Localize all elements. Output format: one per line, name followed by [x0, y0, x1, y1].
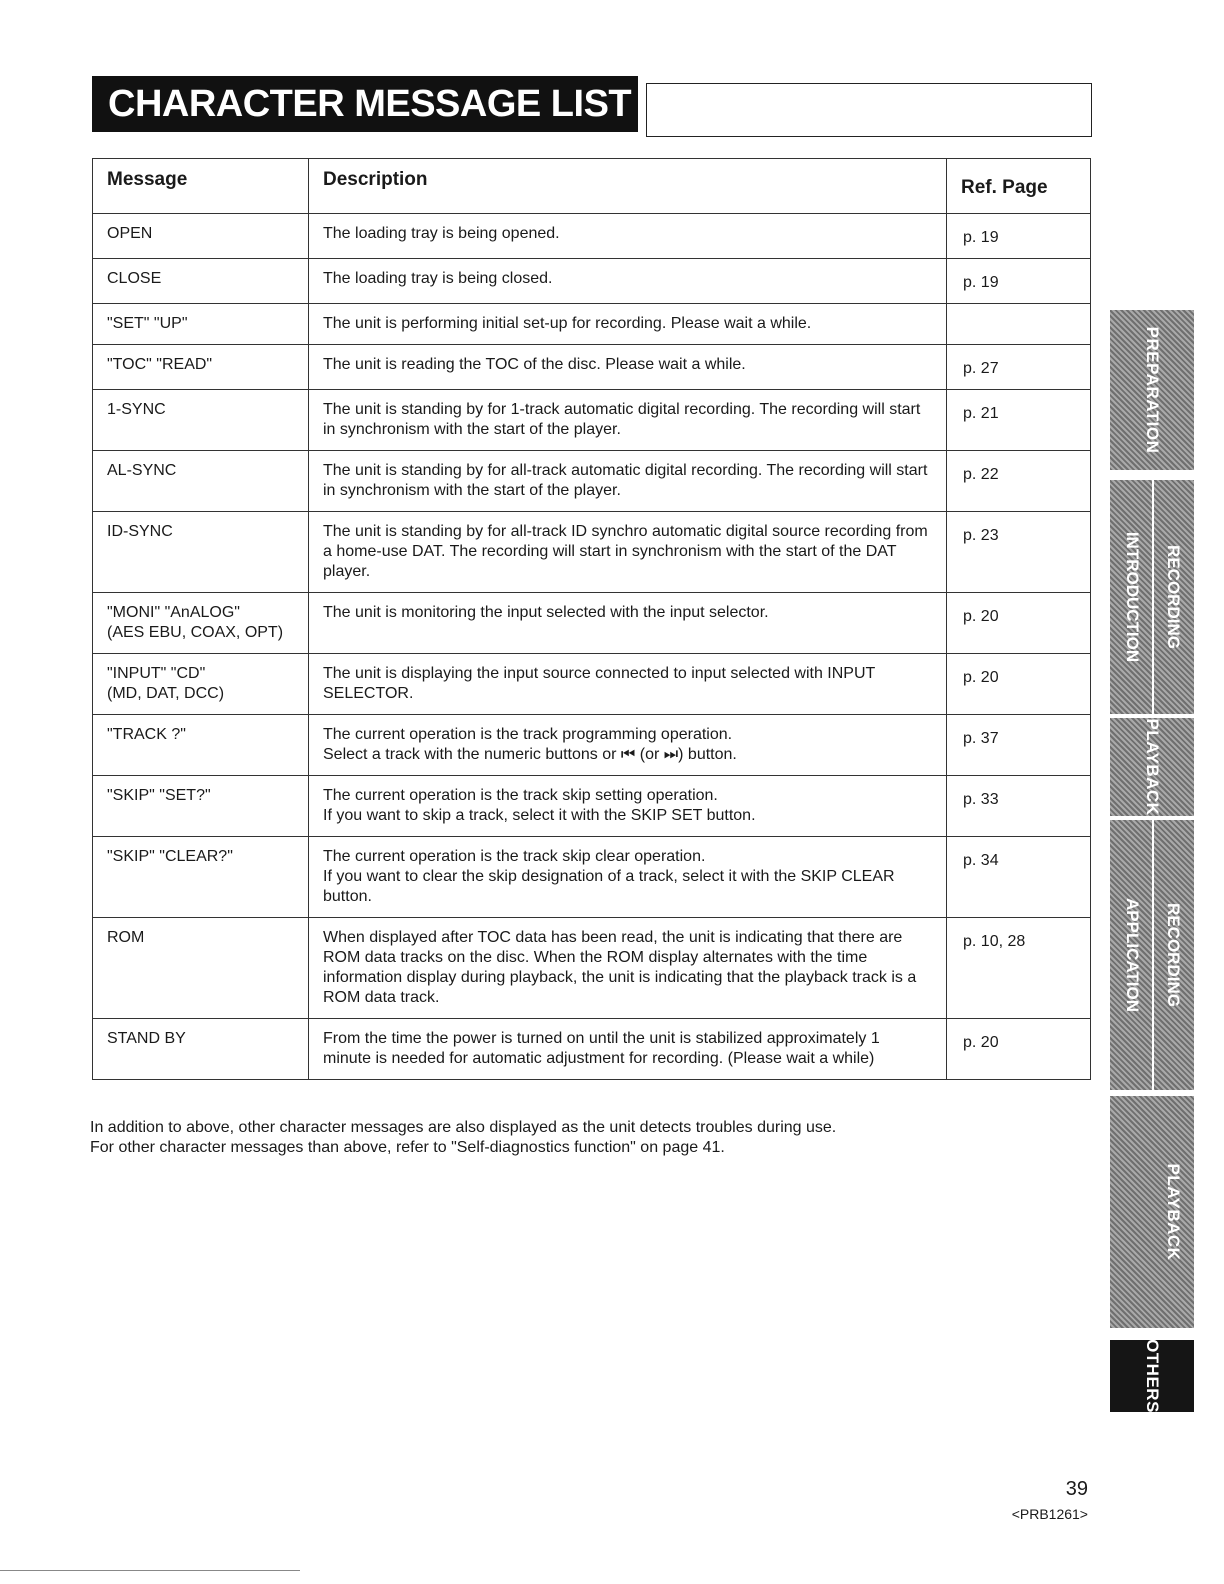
ref-page-cell: p. 19	[947, 214, 1091, 259]
description-cell: The unit is standing by for all-track automatic digital recording. The recording will start in synchronism with the start of the player.	[309, 451, 947, 512]
table-row	[93, 1019, 1091, 1080]
footnote-line-1: In addition to above, other character messages are also displayed as the unit detects troubles during use.	[90, 1119, 837, 1136]
description-cell: The unit is reading the TOC of the disc. Please wait a while.	[309, 345, 947, 390]
ref-page-cell: p. 21	[947, 390, 1091, 451]
table-row	[93, 345, 1091, 390]
tab-divider	[1152, 480, 1154, 714]
header-message: Message	[93, 159, 309, 214]
tab-playback-2-label: PLAYBACK	[1164, 1163, 1183, 1261]
tab-divider	[1152, 820, 1154, 1090]
page-number: 39	[1065, 1478, 1088, 1500]
description-cell: The unit is standing by for all-track ID synchro automatic digital source recording from a home-use DAT. The recording will start in synchronism with the start of the DAT player.	[309, 512, 947, 593]
table-row	[93, 654, 1091, 715]
tab-playback-label: PLAYBACK	[1143, 718, 1162, 816]
message-cell: "TOC" "READ"	[93, 345, 309, 390]
table-row	[93, 214, 1091, 259]
table-row	[93, 837, 1091, 918]
message-table	[92, 158, 1091, 1080]
description-cell: The unit is displaying the input source connected to input selected with INPUT SELECTOR.	[309, 654, 947, 715]
tab-playback[interactable]	[1110, 718, 1194, 816]
table-row	[93, 451, 1091, 512]
description-cell: The current operation is the track programming operation. Select a track with the numeric buttons or ⏮ (or ⏭) button.	[309, 715, 947, 776]
tab-others[interactable]	[1110, 1340, 1194, 1412]
ref-page-cell	[947, 304, 1091, 345]
table-header-row	[93, 159, 1091, 214]
message-cell: AL-SYNC	[93, 451, 309, 512]
message-cell: ID-SYNC	[93, 512, 309, 593]
tab-others-label: OTHERS	[1143, 1339, 1162, 1413]
message-cell: "SKIP" "SET?"	[93, 776, 309, 837]
bottom-rule	[0, 1570, 300, 1571]
ref-page-cell: p. 27	[947, 345, 1091, 390]
footnote	[90, 1118, 950, 1158]
message-cell: 1-SYNC	[93, 390, 309, 451]
table-row	[93, 259, 1091, 304]
document-code: <PRB1261>	[1011, 1506, 1088, 1522]
message-cell: ROM	[93, 918, 309, 1019]
ref-page-cell: p. 34	[947, 837, 1091, 918]
tab-recording-label: RECORDING	[1164, 545, 1183, 649]
tab-preparation-label: PREPARATION	[1143, 326, 1162, 454]
ref-page-cell: p. 19	[947, 259, 1091, 304]
message-cell: "SET" "UP"	[93, 304, 309, 345]
footnote-line-2: For other character messages than above, refer to "Self-diagnostics function" on page 41.	[90, 1139, 725, 1156]
ref-page-cell: p. 23	[947, 512, 1091, 593]
tab-application-label: APPLICATION	[1123, 898, 1142, 1012]
description-cell: The unit is performing initial set-up for recording. Please wait a while.	[309, 304, 947, 345]
description-cell: The current operation is the track skip setting operation. If you want to skip a track, select it with the SKIP SET button.	[309, 776, 947, 837]
message-cell: "MONI" "AnALOG" (AES EBU, COAX, OPT)	[93, 593, 309, 654]
table-row	[93, 512, 1091, 593]
message-cell: CLOSE	[93, 259, 309, 304]
ref-page-cell: p. 37	[947, 715, 1091, 776]
tab-recording-application[interactable]	[1110, 820, 1194, 1090]
tab-recording-introduction[interactable]	[1110, 480, 1194, 714]
ref-page-cell: p. 10, 28	[947, 918, 1091, 1019]
title-frame	[646, 83, 1092, 137]
ref-page-cell: p. 33	[947, 776, 1091, 837]
description-cell: The unit is monitoring the input selected with the input selector.	[309, 593, 947, 654]
table-row	[93, 715, 1091, 776]
ref-page-cell: p. 20	[947, 654, 1091, 715]
message-cell: STAND BY	[93, 1019, 309, 1080]
description-cell: The loading tray is being closed.	[309, 259, 947, 304]
description-cell: The unit is standing by for 1-track automatic digital recording. The recording will start in synchronism with the start of the player.	[309, 390, 947, 451]
description-cell: The current operation is the track skip clear operation. If you want to clear the skip designation of a track, select it with the SKIP CLEAR button.	[309, 837, 947, 918]
table-row	[93, 304, 1091, 345]
description-cell: When displayed after TOC data has been read, the unit is indicating that there are ROM data tracks on the disc. When the ROM display alternates with the time information display during playback, the unit is indicating that the playback track is a ROM data track.	[309, 918, 947, 1019]
message-cell: OPEN	[93, 214, 309, 259]
ref-page-cell: p. 22	[947, 451, 1091, 512]
table-row	[93, 593, 1091, 654]
ref-page-cell: p. 20	[947, 1019, 1091, 1080]
table-row	[93, 918, 1091, 1019]
description-cell: From the time the power is turned on until the unit is stabilized approximately 1 minute is needed for automatic adjustment for recording. (Please wait a while)	[309, 1019, 947, 1080]
message-cell: "TRACK ?"	[93, 715, 309, 776]
tab-introduction-label: INTRODUCTION	[1123, 531, 1142, 663]
header-description: Description	[309, 159, 947, 214]
description-cell: The loading tray is being opened.	[309, 214, 947, 259]
header-ref-page: Ref. Page	[947, 159, 1091, 214]
table-row	[93, 776, 1091, 837]
tab-playback-2[interactable]	[1110, 1096, 1194, 1328]
tab-preparation[interactable]	[1110, 310, 1194, 470]
ref-page-cell: p. 20	[947, 593, 1091, 654]
table-row	[93, 390, 1091, 451]
message-cell: "INPUT" "CD" (MD, DAT, DCC)	[93, 654, 309, 715]
message-cell: "SKIP" "CLEAR?"	[93, 837, 309, 918]
tab-recording-label-2: RECORDING	[1164, 903, 1183, 1007]
page-title: CHARACTER MESSAGE LIST	[92, 76, 638, 132]
